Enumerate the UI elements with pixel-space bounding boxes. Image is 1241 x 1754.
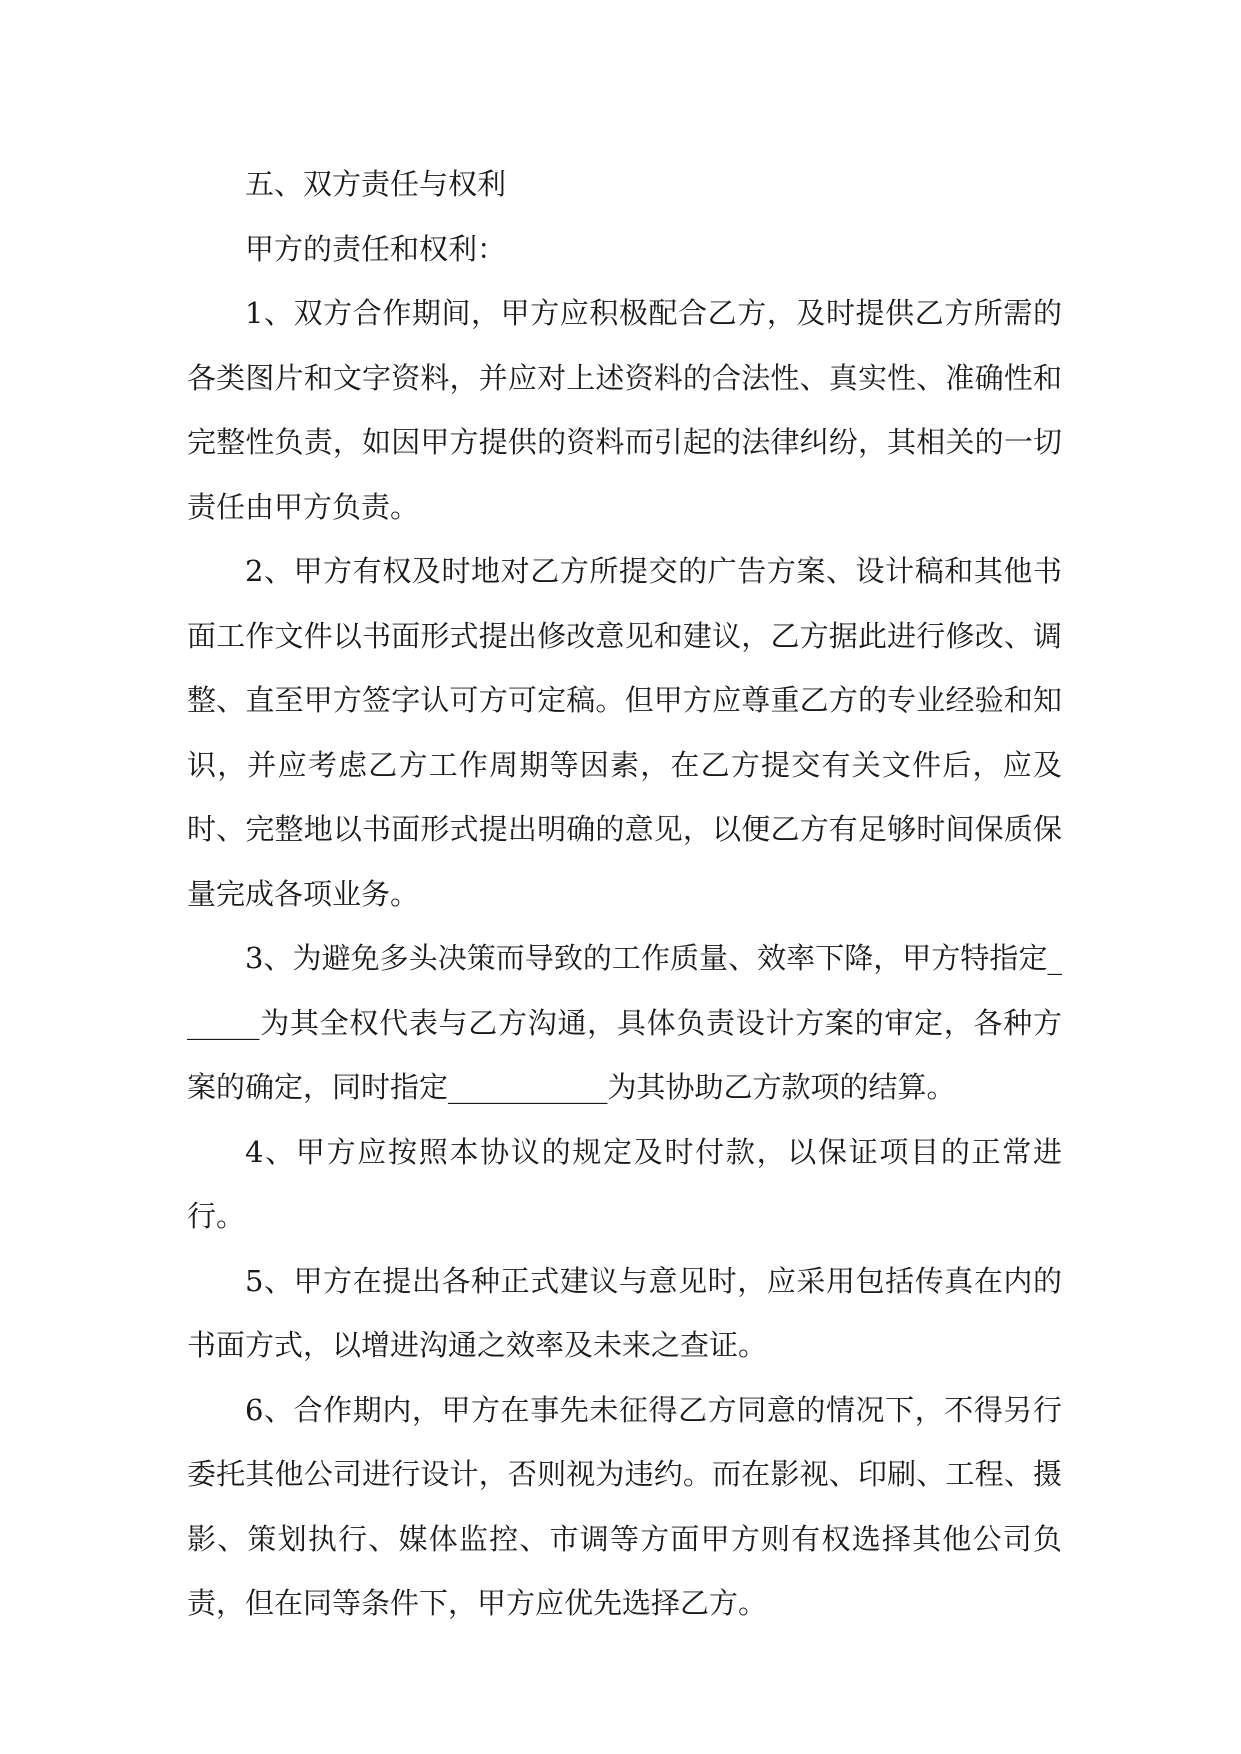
- subheading: 甲方的责任和权利：: [245, 231, 507, 266]
- paragraph-5: 5、甲方在提出各种正式建议与意见时，应采用包括传真在内的书面方式，以增进沟通之效率及未来之查证。: [187, 1263, 1062, 1362]
- document-body: [187, 152, 1062, 1636]
- paragraph-3: 3、为避免多头决策而导致的工作质量、效率下降，甲方特指定______为其全权代表与乙方沟通，具体负责设计方案的审定，各种方案的确定，同时指定___________为其协助乙方款项的结算。: [187, 941, 1062, 1104]
- paragraph-4: 4、甲方应按照本协议的规定及时付款，以保证项目的正常进行。: [187, 1134, 1062, 1233]
- paragraph-2: 2、甲方有权及时地对乙方所提交的广告方案、设计稿和其他书面工作文件以书面形式提出修改意见和建议，乙方据此进行修改、调整、直至甲方签字认可方可定稿。但甲方应尊重乙方的专业经验和知识，并应考虑乙方工作周期等因素，在乙方提交有关文件后，应及时、完整地以书面形式提出明确的意见，以便乙方有足够时间保质保量完成各项业务。: [187, 554, 1062, 911]
- section-heading: 五、双方责任与权利: [245, 167, 507, 201]
- paragraph-6: 6、合作期内，甲方在事先未征得乙方同意的情况下，不得另行委托其他公司进行设计，否则视为违约。而在影视、印刷、工程、摄影、策划执行、媒体监控、市调等方面甲方则有权选择其他公司负责，但在同等条件下，甲方应优先选择乙方。: [187, 1392, 1062, 1620]
- paragraph-1: 1、双方合作期间，甲方应积极配合乙方，及时提供乙方所需的各类图片和文字资料，并应对上述资料的合法性、真实性、准确性和完整性负责，如因甲方提供的资料而引起的法律纠纷，其相关的一切责任由甲方负责。: [187, 296, 1062, 524]
